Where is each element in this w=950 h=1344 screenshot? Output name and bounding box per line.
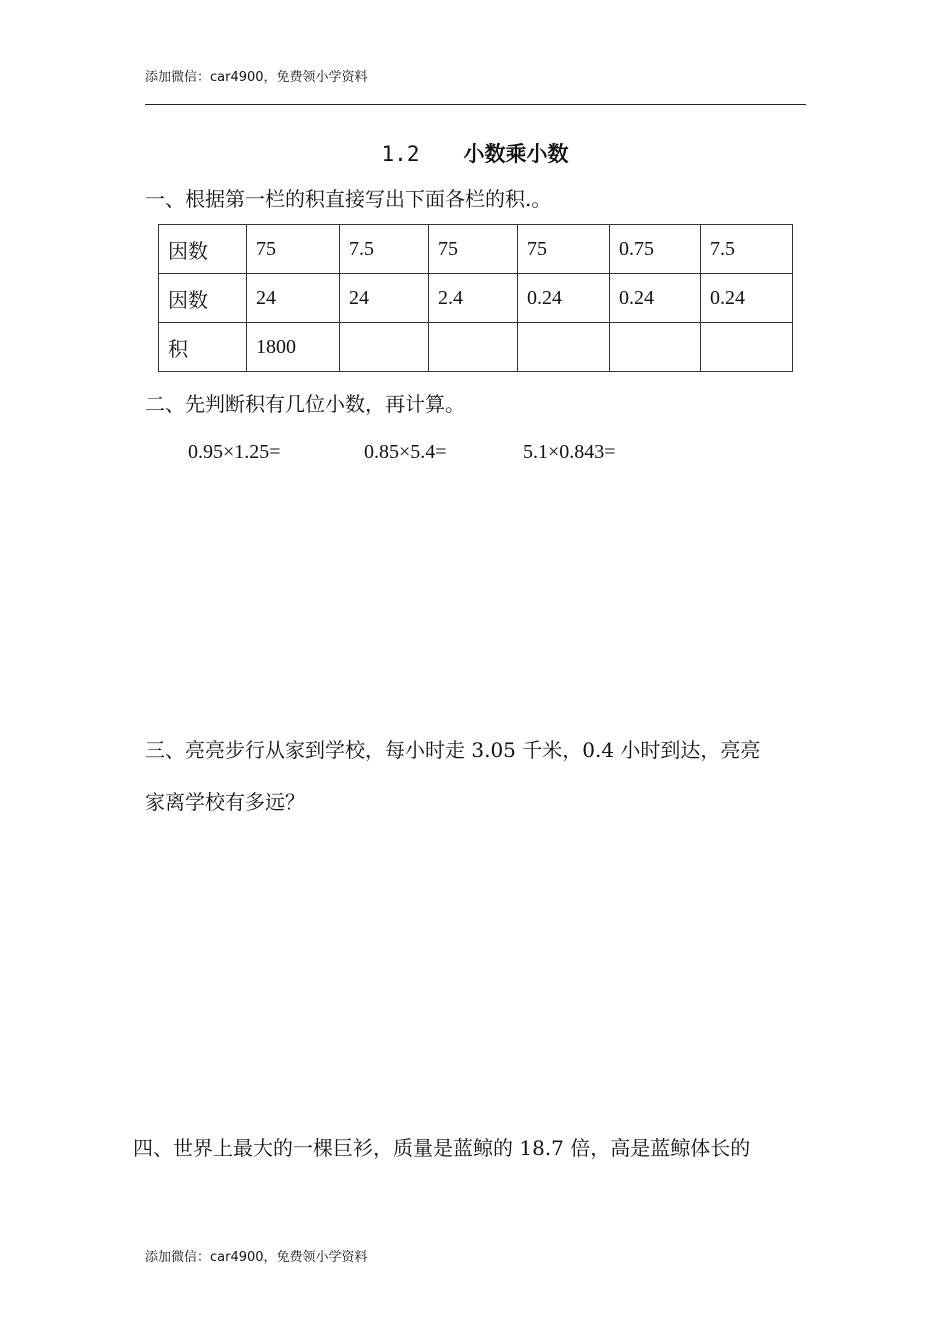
table-cell: 0.24 [518, 274, 610, 323]
title-number: 1.2 [381, 142, 420, 166]
table-cell: 0.24 [610, 274, 701, 323]
table-cell: 因数 [159, 225, 247, 274]
table-cell: 因数 [159, 274, 247, 323]
table-cell: 24 [247, 274, 340, 323]
table-row [159, 323, 793, 372]
expression: 0.95×1.25= [188, 441, 281, 463]
section2-prompt: 二、先判断积有几位小数，再计算。 [145, 392, 465, 416]
title-text: 小数乘小数 [463, 141, 569, 166]
answer-cell[interactable] [610, 323, 701, 372]
product-table [158, 224, 793, 372]
table-cell: 75 [429, 225, 518, 274]
answer-cell[interactable] [701, 323, 793, 372]
section1-prompt: 一、根据第一栏的积直接写出下面各栏的积.。 [145, 187, 552, 211]
section3-line1: 三、亮亮步行从家到学校，每小时走 3.05 千米，0.4 小时到达，亮亮 [145, 738, 761, 762]
table-cell: 2.4 [429, 274, 518, 323]
table-cell: 0.75 [610, 225, 701, 274]
expression: 5.1×0.843= [523, 441, 616, 463]
table-cell: 1800 [247, 323, 340, 372]
answer-cell[interactable] [429, 323, 518, 372]
header-rule [145, 104, 806, 105]
answer-cell[interactable] [340, 323, 429, 372]
table-cell: 7.5 [340, 225, 429, 274]
page-title [0, 138, 950, 168]
table-cell: 7.5 [701, 225, 793, 274]
section3-line2: 家离学校有多远？ [145, 790, 305, 814]
table-cell: 75 [518, 225, 610, 274]
section4-line1: 四、世界上最大的一棵巨衫，质量是蓝鲸的 18.7 倍，高是蓝鲸体长的 [133, 1136, 751, 1160]
table-row [159, 274, 793, 323]
answer-cell[interactable] [518, 323, 610, 372]
table-cell: 75 [247, 225, 340, 274]
header-note: 添加微信：car4900，免费领小学资料 [145, 70, 368, 85]
footer-note: 添加微信：car4900，免费领小学资料 [145, 1250, 368, 1265]
table-cell: 24 [340, 274, 429, 323]
expression: 0.85×5.4= [364, 441, 447, 463]
table-cell: 积 [159, 323, 247, 372]
table-row [159, 225, 793, 274]
table-cell: 0.24 [701, 274, 793, 323]
